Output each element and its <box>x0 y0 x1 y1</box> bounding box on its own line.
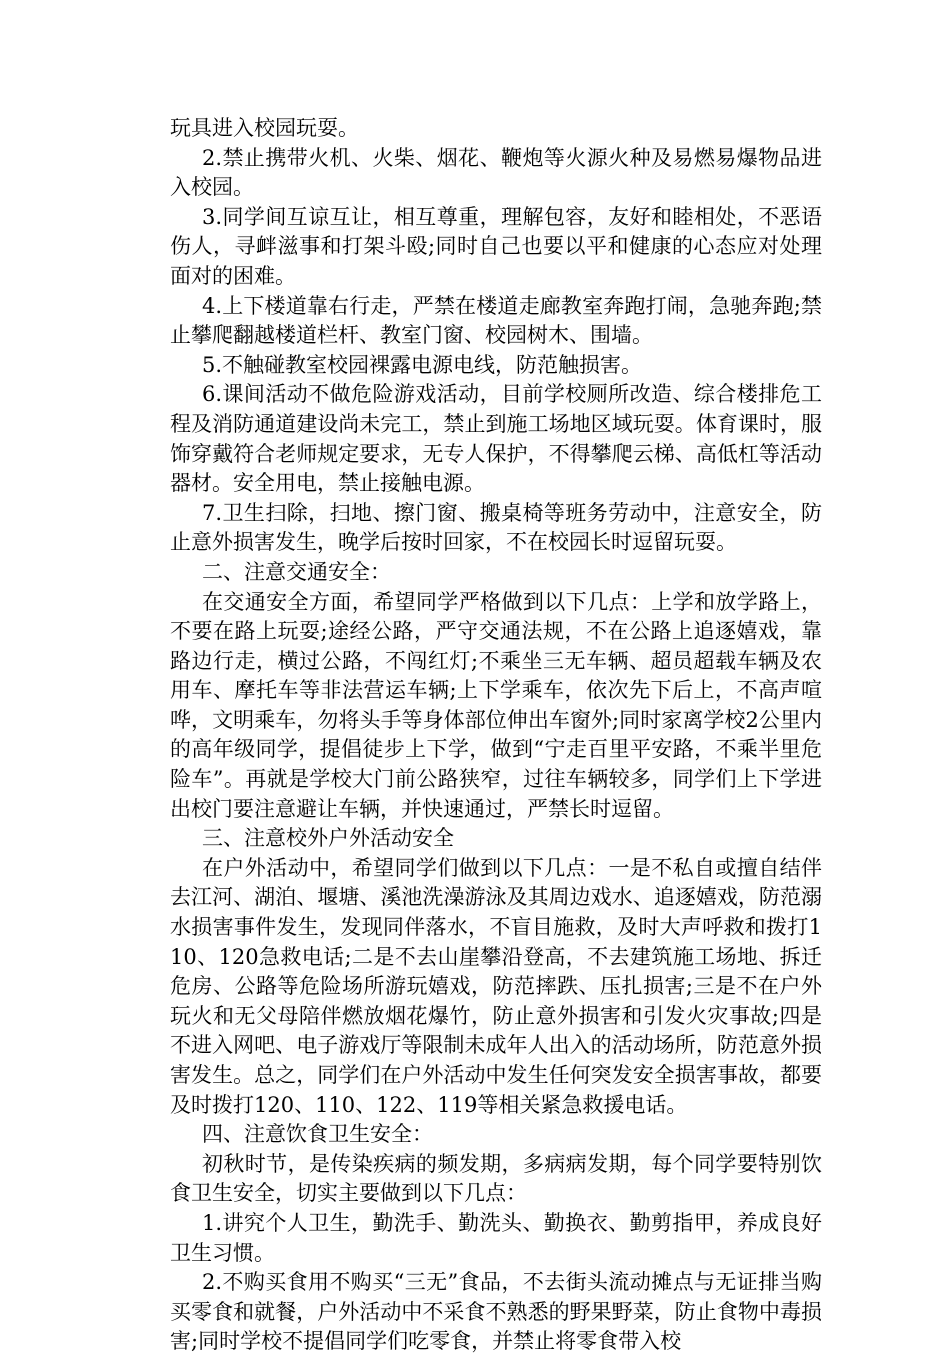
paragraph-traffic-safety: 在交通安全方面，希望同学严格做到以下几点：上学和放学路上，不要在路上玩耍;途经公路，严守交通法规，不在公路上追逐嬉戏，靠路边行走，横过公路，不闯红灯;不乘坐三无车辆、超员超载车辆及农用车、摩托车等非法营运车辆;上下学乘车，依次先下后上，不高声喧哗，文明乘车，勿将头手等身体部位伸出车窗外;同时家离学校2公里内的高年级同学，提倡徒步上下学，做到“宁走百里平安路，不乘半里危险车”。再就是学校大门前公路狭窄，过往车辆较多，同学们上下学进出校门要注意避让车辆，并快速通过，严禁长时逗留。 <box>170 589 822 821</box>
paragraph-rule-4-stairs: 4.上下楼道靠右行走，严禁在楼道走廊教室奔跑打闹，急驰奔跑;禁止攀爬翻越楼道栏杆、教室门窗、校园树木、围墙。 <box>170 293 822 348</box>
paragraph-rule-2-fire: 2.禁止携带火机、火柴、烟花、鞭炮等火源火种及易燃易爆物品进入校园。 <box>170 145 822 200</box>
paragraph-rule-7-cleaning: 7.卫生扫除，扫地、擦门窗、搬桌椅等班务劳动中，注意安全，防止意外损害发生，晚学后按时回家，不在校园长时逗留玩耍。 <box>170 500 822 555</box>
section-heading-traffic: 二、注意交通安全： <box>202 559 391 584</box>
paragraph-food-intro: 初秋时节，是传染疾病的频发期，多病病发期，每个同学要特别饮食卫生安全，切实主要做到以下几点： <box>170 1151 822 1206</box>
paragraph-rule-3-respect: 3.同学间互谅互让，相互尊重，理解包容，友好和睦相处，不恶语伤人，寻衅滋事和打架斗殴;同时自己也要以平和健康的心态应对处理面对的困难。 <box>170 204 822 288</box>
paragraph-rule-5-electric: 5.不触碰教室校园裸露电源电线，防范触损害。 <box>202 352 643 377</box>
section-heading-outdoor: 三、注意校外户外活动安全 <box>202 826 454 851</box>
paragraph-toys-continuation: 玩具进入校园玩耍。 <box>170 116 359 140</box>
paragraph-food-rule-1: 1.讲究个人卫生，勤洗手、勤洗头、勤换衣、勤剪指甲，养成良好卫生习惯。 <box>170 1210 822 1265</box>
document-body <box>170 114 822 1357</box>
paragraph-food-rule-2: 2.不购买食用不购买“三无”食品，不去街头流动摊点与无证排当购买零食和就餐，户外活动中不采食不熟悉的野果野菜，防止食物中毒损害;同时学校不提倡同学们吃零食，并禁止将零食带入校 <box>170 1270 822 1354</box>
section-heading-food: 四、注意饮食卫生安全： <box>202 1122 433 1147</box>
paragraph-outdoor-safety: 在户外活动中，希望同学们做到以下几点：一是不私自或擅自结伴去江河、湖泊、堰塘、溪池洗澡游泳及其周边戏水、追逐嬉戏，防范溺水损害事件发生，发现同伴落水，不盲目施救，及时大声呼救和拨打110、120急救电话;二是不去山崖攀沿登高，不去建筑施工场地、拆迁危房、公路等危险场所游玩嬉戏，防范摔跌、压扎损害;三是不在户外玩火和无父母陪伴燃放烟花爆竹，防止意外损害和引发火灾事故;四是不进入网吧、电子游戏厅等限制未成年人出入的活动场所，防范意外损害发生。总之，同学们在户外活动中发生任何突发安全损害事故，都要及时拨打120、110、122、119等相关紧急救援电话。 <box>170 855 822 1117</box>
paragraph-rule-6-activities: 6.课间活动不做危险游戏活动，目前学校厕所改造、综合楼排危工程及消防通道建设尚未完工，禁止到施工场地区域玩耍。体育课时，服饰穿戴符合老师规定要求，无专人保护，不得攀爬云梯、高低杠等活动器材。安全用电，禁止接触电源。 <box>170 382 822 496</box>
